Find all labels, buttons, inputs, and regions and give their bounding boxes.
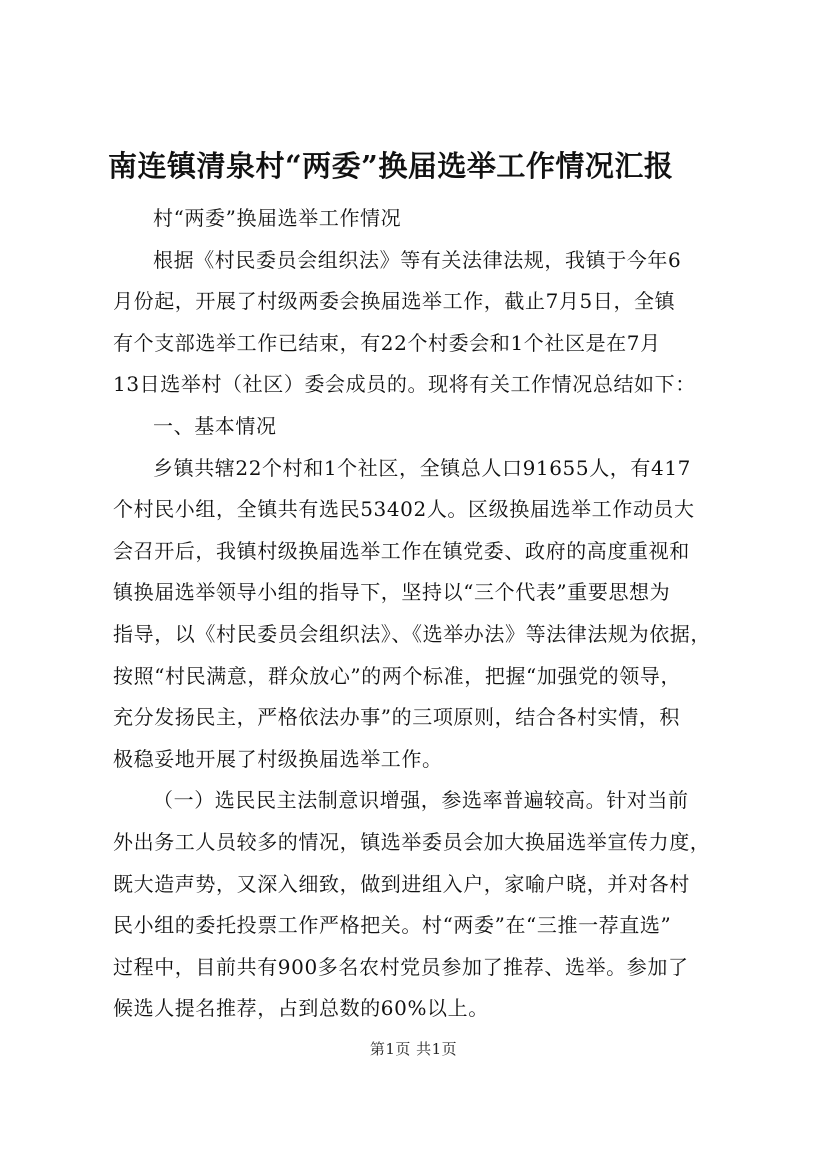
- paragraph-line: 有个支部选举工作已结束，有22个村委会和1个社区是在7月: [113, 330, 661, 355]
- paragraph-line: 会召开后，我镇村级换届选举工作在镇党委、政府的高度重视和: [113, 538, 690, 563]
- paragraph-line: 民小组的委托投票工作严格把关。村“两委”在“三推一荐直选”: [113, 913, 672, 938]
- page-footer: 第1页 共1页: [369, 1040, 458, 1058]
- paragraph-line: 充分发扬民主，严格依法办事”的三项原则，结合各村实情，积: [113, 705, 681, 730]
- document-body: [113, 198, 725, 1030]
- document-title: 南连镇清泉村“两委”换届选举工作情况汇报: [108, 149, 674, 183]
- section-heading: 村“两委”换届选举工作情况: [153, 206, 402, 230]
- paragraph-line: 根据《村民委员会组织法》等有关法律法规，我镇于今年6: [153, 247, 682, 272]
- paragraph-line: 外出务工人员较多的情况，镇选举委员会加大换届选举宣传力度，: [113, 829, 711, 854]
- paragraph-line: 13日选举村（社区）委会成员的。现将有关工作情况总结如下：: [113, 372, 696, 397]
- paragraph-line: 镇换届选举领导小组的指导下，坚持以“三个代表”重要思想为: [113, 580, 671, 605]
- paragraph-line: 乡镇共辖22个村和1个社区，全镇总人口91655人，有417: [153, 455, 691, 480]
- paragraph-line: 个村民小组，全镇共有选民53402人。区级换届选举工作动员大: [113, 497, 695, 522]
- paragraph-line: 候选人提名推荐，占到总数的60%以上。: [113, 996, 489, 1021]
- paragraph-line: 既大造声势，又深入细致，做到进组入户，家喻户晓，并对各村: [113, 871, 690, 896]
- paragraph-line: 指导，以《村民委员会组织法》、《选举办法》等法律法规为依据，: [113, 621, 711, 646]
- paragraph-line: 按照“村民满意，群众放心”的两个标准，把握“加强党的领导，: [113, 663, 682, 688]
- section-heading: 一、基本情况: [153, 413, 277, 438]
- paragraph-line: 过程中，目前共有900多名农村党员参加了推荐、选举。参加了: [113, 954, 689, 979]
- paragraph-line: （一）选民民主法制意识增强，参选率普遍较高。针对当前: [153, 788, 689, 813]
- paragraph-line: 月份起，开展了村级两委会换届选举工作，截止7月5日，全镇: [113, 289, 676, 314]
- paragraph-line: 极稳妥地开展了村级换届选举工作。: [113, 746, 443, 771]
